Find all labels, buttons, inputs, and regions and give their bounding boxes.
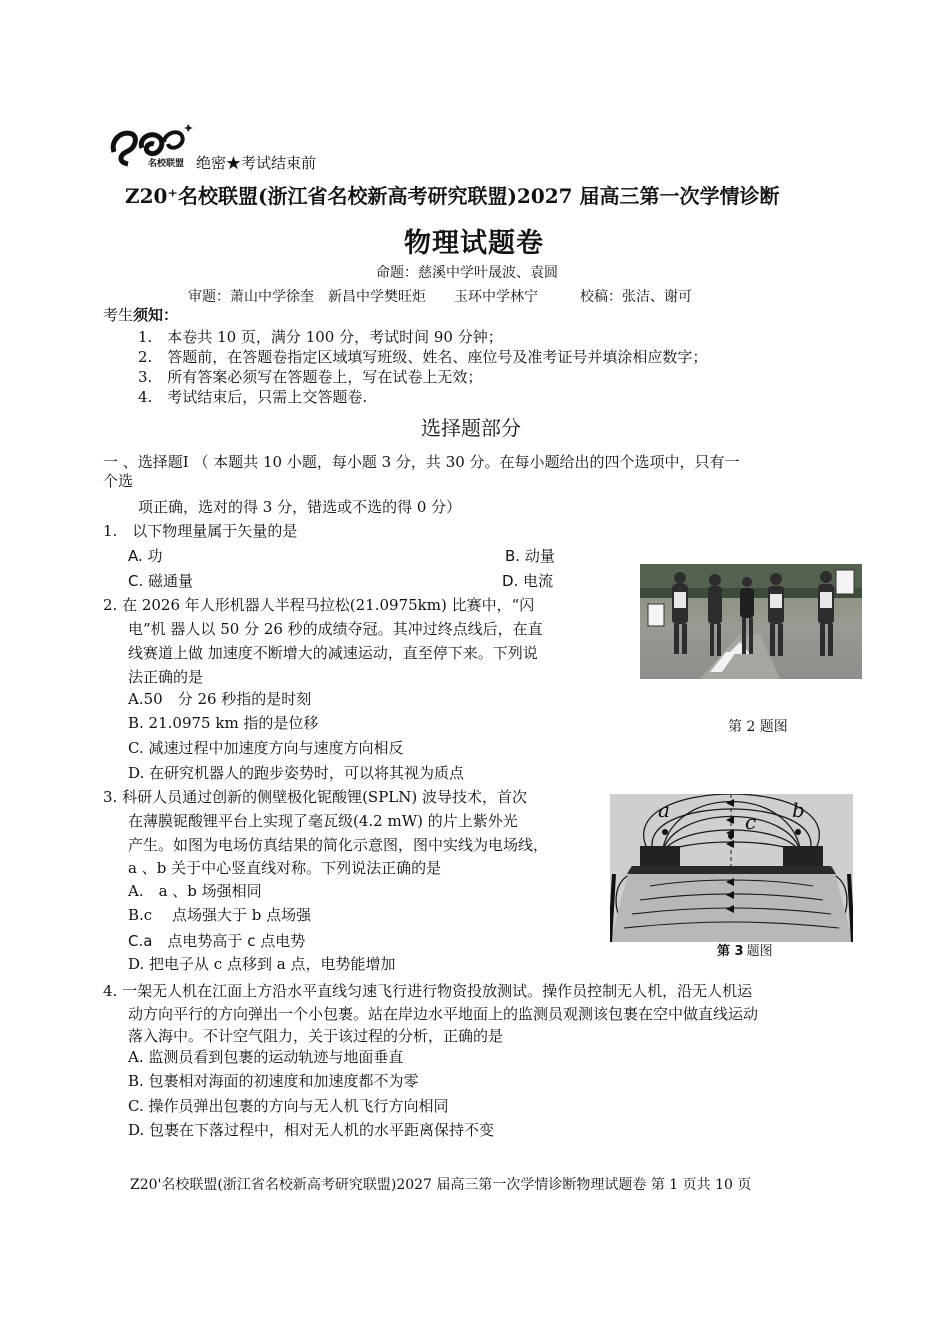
- q2-option-a: A.50 分 26 秒指的是时刻: [128, 690, 312, 708]
- q2-option-c: C. 减速过程中加速度方向与速度方向相反: [128, 739, 404, 757]
- q3-option-d: D. 把电子从 c 点移到 a 点，电势能增加: [128, 955, 396, 973]
- q3-figure: [610, 794, 853, 942]
- q2-stem-line4: 法正确的是: [128, 668, 204, 686]
- q3-option-b: B.c 点场强大于 b 点场强: [128, 906, 312, 924]
- q3-option-a: A. a 、b 场强相同: [128, 882, 262, 900]
- q2-option-d: D. 在研究机器人的跑步姿势时，可以将其视为质点: [128, 764, 465, 782]
- section-title: 选择题部分: [421, 416, 521, 440]
- notice-heading: [103, 304, 178, 325]
- part1-instructions-line2: 个选: [103, 472, 134, 490]
- q4-option-a: A. 监测员看到包裹的运动轨迹与地面垂直: [128, 1048, 404, 1066]
- q4-option-c: C. 操作员弹出包裹的方向与无人机飞行方向相同: [128, 1097, 449, 1115]
- notice-item-2: 2. 答题前，在答题卷指定区域填写班级、姓名、座位号及准考证号并填涂相应数字；: [138, 348, 708, 366]
- subject-title: 物理试题卷: [404, 228, 544, 259]
- q4-stem-line3: 落入海中。不计空气阻力，关于该过程的分析，正确的是: [128, 1027, 504, 1045]
- confidential-label: 绝密★考试结束前: [196, 154, 317, 172]
- q1-stem: 1. 以下物理量属于矢量的是: [103, 522, 298, 540]
- q3-label-b: b: [792, 798, 805, 822]
- q3-stem-line1: 3. 科研人员通过创新的侧壁极化铌酸锂(SPLN) 波导技术，首次: [103, 788, 528, 806]
- reviewers-line: 审题：萧山中学徐奎 新昌中学樊旺炬 玉环中学林宁 校稿：张洁、谢可: [188, 289, 692, 305]
- q3-stem-line3: 产生。如图为电场仿真结果的简化示意图，图中实线为电场线，: [128, 836, 549, 854]
- q3-figure-caption-bold: 第 3: [717, 944, 744, 959]
- q3-figure-caption: [717, 940, 773, 959]
- exam-title: Z20⁺名校联盟(浙江省名校新高考研究联盟)2027 届高三第一次学情诊断: [125, 184, 780, 208]
- q3-label-a: a: [658, 798, 670, 822]
- q2-stem-line3: 线赛道上做 加速度不断增大的减速运动，直至停下来。下列说: [128, 644, 538, 662]
- q2-figure-photo: [640, 564, 862, 679]
- part1-instructions-line3: 项正确，选对的得 3 分，错选或不选的得 0 分）: [138, 498, 462, 516]
- q2-stem-line2: 电”机 器人以 50 分 26 秒的成绩夺冠。其冲过终点线后，在直: [128, 620, 543, 638]
- part1-instructions-line1: 一 、选择题Ⅰ （ 本题共 10 小题，每小题 3 分，共 30 分。在每小题给出的四个选项中，只有一: [103, 453, 740, 471]
- robot-race-photo-icon: [640, 564, 862, 679]
- q3-label-c: c: [745, 810, 757, 834]
- notice-heading-bold: 须知：: [133, 306, 179, 324]
- q4-option-d: D. 包裹在下落过程中，相对无人机的水平距离保持不变: [128, 1121, 495, 1139]
- q3-figure-caption-rest: 题图: [746, 944, 773, 959]
- authors-line: 命题：慈溪中学叶晟波、袁圆: [376, 265, 558, 281]
- logo-text: 名校联盟: [148, 159, 185, 169]
- q4-option-b: B. 包裹相对海面的初速度和加速度都不为零: [128, 1072, 419, 1090]
- notice-item-4: 4. 考试结束后，只需上交答题卷.: [138, 388, 368, 406]
- q3-stem-line2: 在薄膜铌酸锂平台上实现了毫瓦级(4.2 mW) 的片上紫外光: [128, 812, 518, 830]
- q3-option-c: C.a 点电势高于 c 点电势: [128, 932, 306, 950]
- q2-stem-line1: 2. 在 2026 年人形机器人半程马拉松(21.0975km) 比赛中，“闪: [103, 596, 535, 614]
- notice-heading-prefix: 考生: [103, 306, 134, 324]
- logo: [108, 118, 198, 170]
- q4-stem-line1: 4. 一架无人机在江面上方沿水平直线匀速飞行进行物资投放测试。操作员控制无人机，沿无人机运: [103, 982, 753, 1000]
- q1-option-c: C. 磁通量: [128, 572, 194, 590]
- notice-item-1: 1. 本卷共 10 页，满分 100 分，考试时间 90 分钟；: [138, 328, 503, 346]
- q2-figure-caption: 第 2 题图: [728, 719, 788, 735]
- q2-option-b: B. 21.0975 km 指的是位移: [128, 714, 319, 732]
- electric-field-diagram-icon: [610, 794, 853, 942]
- q4-stem-line2: 动方向平行的方向弹出一个小包裹。站在岸边水平地面上的监测员观测该包裹在空中做直线运动: [128, 1005, 759, 1023]
- q1-option-d: D. 电流: [502, 572, 554, 590]
- q1-option-b: B. 动量: [505, 547, 555, 565]
- page-footer: Z20'名校联盟(浙江省名校新高考研究联盟)2027 届高三第一次学情诊断物理试题卷 第 1 页共 10 页: [130, 1177, 752, 1193]
- q3-stem-line4: a 、b 关于中心竖直线对称。下列说法正确的是: [128, 859, 442, 877]
- q1-option-a: A. 功: [128, 547, 163, 565]
- notice-item-3: 3. 所有答案必须写在答题卷上，写在试卷上无效；: [138, 368, 483, 386]
